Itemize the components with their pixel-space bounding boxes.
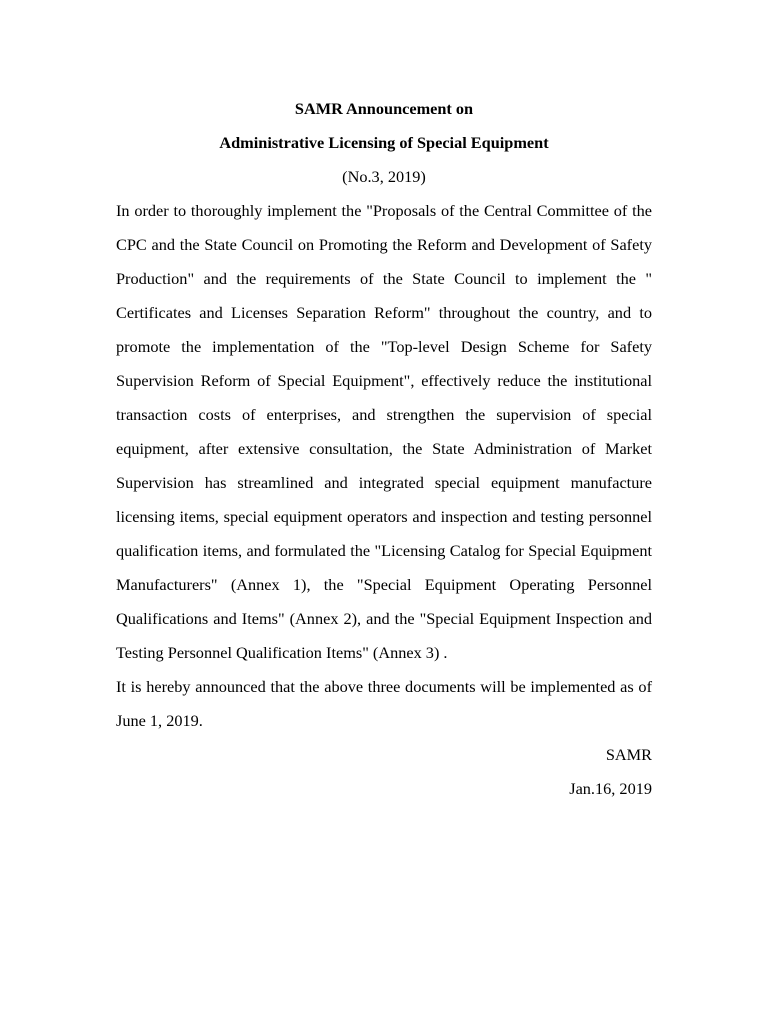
announcement: [116, 92, 652, 806]
signatory: SAMR: [605, 745, 652, 764]
announcement-number: (No.3, 2019): [342, 167, 426, 186]
title-line-1: SAMR Announcement on: [294, 99, 474, 118]
body-paragraph-1: In order to thoroughly implement the "Proposals of the Central Committee of the CPC and the State Council on Promoting the Reform and Development of Safety Production" and the requirements of the State Council to implement the " Certificates and Licenses Separation Reform" throughout the country, and to promote the implementation of the "Top-level Design Scheme for Safety Supervision Reform of Special Equipment", effectively reduce the institutional transaction costs of enterprises, and strengthen the supervision of special equipment, after extensive consultation, the State Administration of Market Supervision has streamlined and integrated special equipment manufacture licensing items, special equipment operators and inspection and testing personnel qualification items, and formulated the "Licensing Catalog for Special Equipment Manufacturers" (Annex 1), the "Special Equipment Operating Personnel Qualifications and Items" (Annex 2), and the "Special Equipment Inspection and Testing Personnel Qualification Items" (Annex 3) .: [116, 201, 652, 662]
body-paragraph-2: It is hereby announced that the above three documents will be implemented as of June 1, 2019.: [116, 677, 652, 730]
signature-date: Jan.16, 2019: [569, 779, 652, 798]
title-line-2: Administrative Licensing of Special Equipment: [219, 133, 549, 152]
